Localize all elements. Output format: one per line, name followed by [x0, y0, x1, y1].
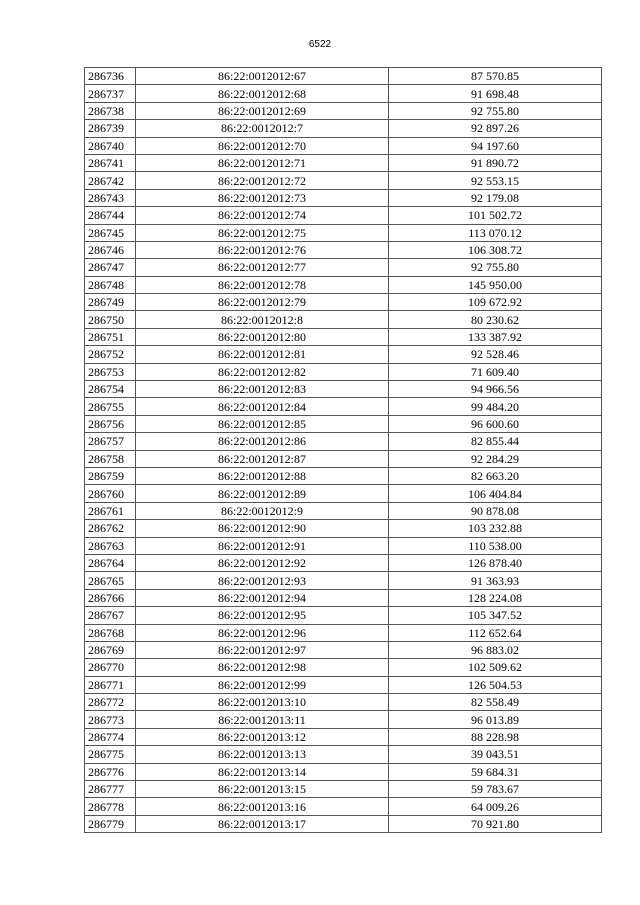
table-row	[85, 641, 602, 658]
table-row	[85, 311, 602, 328]
cadastral-number-cell: 86:22:0012012:93	[136, 572, 389, 589]
table-row	[85, 502, 602, 519]
value-cell: 106 308.72	[389, 241, 602, 258]
table-row	[85, 398, 602, 415]
row-id-cell: 286767	[85, 607, 136, 624]
value-cell: 133 387.92	[389, 328, 602, 345]
cadastral-number-cell: 86:22:0012012:79	[136, 294, 389, 311]
value-cell: 91 363.93	[389, 572, 602, 589]
cadastral-number-cell: 86:22:0012012:92	[136, 554, 389, 571]
table-row	[85, 102, 602, 119]
table-row	[85, 224, 602, 241]
value-cell: 90 878.08	[389, 502, 602, 519]
page-number: 6522	[308, 39, 332, 50]
value-cell: 105 347.52	[389, 607, 602, 624]
cadastral-number-cell: 86:22:0012012:9	[136, 502, 389, 519]
table-row	[85, 363, 602, 380]
row-id-cell: 286759	[85, 467, 136, 484]
value-cell: 112 652.64	[389, 624, 602, 641]
cadastral-number-cell: 86:22:0012012:83	[136, 381, 389, 398]
row-id-cell: 286757	[85, 433, 136, 450]
row-id-cell: 286779	[85, 815, 136, 832]
value-cell: 101 502.72	[389, 207, 602, 224]
cadastral-number-cell: 86:22:0012012:94	[136, 589, 389, 606]
value-cell: 92 755.80	[389, 102, 602, 119]
value-cell: 126 878.40	[389, 554, 602, 571]
cadastral-number-cell: 86:22:0012012:75	[136, 224, 389, 241]
value-cell: 94 197.60	[389, 137, 602, 154]
row-id-cell: 286778	[85, 798, 136, 815]
table-row	[85, 520, 602, 537]
row-id-cell: 286765	[85, 572, 136, 589]
cadastral-number-cell: 86:22:0012012:78	[136, 276, 389, 293]
data-table	[84, 67, 602, 833]
value-cell: 126 504.53	[389, 676, 602, 693]
row-id-cell: 286750	[85, 311, 136, 328]
cadastral-number-cell: 86:22:0012012:80	[136, 328, 389, 345]
cadastral-number-cell: 86:22:0012012:89	[136, 485, 389, 502]
cadastral-number-cell: 86:22:0012013:16	[136, 798, 389, 815]
table-row	[85, 467, 602, 484]
table-row	[85, 763, 602, 780]
value-cell: 94 966.56	[389, 381, 602, 398]
table-row	[85, 381, 602, 398]
table-row	[85, 589, 602, 606]
cadastral-number-cell: 86:22:0012012:87	[136, 450, 389, 467]
row-id-cell: 286768	[85, 624, 136, 641]
table-row	[85, 68, 602, 85]
row-id-cell: 286771	[85, 676, 136, 693]
value-cell: 64 009.26	[389, 798, 602, 815]
value-cell: 59 783.67	[389, 781, 602, 798]
cadastral-number-cell: 86:22:0012012:90	[136, 520, 389, 537]
row-id-cell: 286769	[85, 641, 136, 658]
table-row	[85, 607, 602, 624]
table-row	[85, 85, 602, 102]
cadastral-number-cell: 86:22:0012012:98	[136, 659, 389, 676]
table-row	[85, 676, 602, 693]
value-cell: 110 538.00	[389, 537, 602, 554]
value-cell: 106 404.84	[389, 485, 602, 502]
row-id-cell: 286758	[85, 450, 136, 467]
cadastral-number-cell: 86:22:0012012:71	[136, 154, 389, 171]
table-row	[85, 554, 602, 571]
cadastral-number-cell: 86:22:0012012:67	[136, 68, 389, 85]
row-id-cell: 286777	[85, 781, 136, 798]
cadastral-number-cell: 86:22:0012012:74	[136, 207, 389, 224]
row-id-cell: 286749	[85, 294, 136, 311]
value-cell: 92 284.29	[389, 450, 602, 467]
row-id-cell: 286740	[85, 137, 136, 154]
row-id-cell: 286741	[85, 154, 136, 171]
cadastral-number-cell: 86:22:0012012:73	[136, 189, 389, 206]
value-cell: 128 224.08	[389, 589, 602, 606]
table-row	[85, 120, 602, 137]
table-row	[85, 328, 602, 345]
cadastral-number-cell: 86:22:0012013:13	[136, 746, 389, 763]
row-id-cell: 286775	[85, 746, 136, 763]
row-id-cell: 286754	[85, 381, 136, 398]
value-cell: 109 672.92	[389, 294, 602, 311]
table-row	[85, 241, 602, 258]
row-id-cell: 286743	[85, 189, 136, 206]
value-cell: 92 897.26	[389, 120, 602, 137]
cadastral-number-cell: 86:22:0012012:8	[136, 311, 389, 328]
table-row	[85, 276, 602, 293]
table-row	[85, 781, 602, 798]
table-row	[85, 711, 602, 728]
cadastral-number-cell: 86:22:0012012:69	[136, 102, 389, 119]
row-id-cell: 286770	[85, 659, 136, 676]
table-row	[85, 207, 602, 224]
row-id-cell: 286736	[85, 68, 136, 85]
value-cell: 92 179.08	[389, 189, 602, 206]
cadastral-number-cell: 86:22:0012012:68	[136, 85, 389, 102]
row-id-cell: 286756	[85, 415, 136, 432]
cadastral-number-cell: 86:22:0012012:86	[136, 433, 389, 450]
value-cell: 87 570.85	[389, 68, 602, 85]
value-cell: 80 230.62	[389, 311, 602, 328]
value-cell: 82 558.49	[389, 694, 602, 711]
row-id-cell: 286748	[85, 276, 136, 293]
cadastral-number-cell: 86:22:0012012:81	[136, 346, 389, 363]
cadastral-number-cell: 86:22:0012013:12	[136, 728, 389, 745]
cadastral-number-cell: 86:22:0012012:84	[136, 398, 389, 415]
table-row	[85, 694, 602, 711]
row-id-cell: 286746	[85, 241, 136, 258]
row-id-cell: 286755	[85, 398, 136, 415]
row-id-cell: 286753	[85, 363, 136, 380]
cadastral-number-cell: 86:22:0012013:17	[136, 815, 389, 832]
cadastral-number-cell: 86:22:0012012:70	[136, 137, 389, 154]
value-cell: 70 921.80	[389, 815, 602, 832]
value-cell: 102 509.62	[389, 659, 602, 676]
table-row	[85, 798, 602, 815]
table-row	[85, 137, 602, 154]
cadastral-number-cell: 86:22:0012012:88	[136, 467, 389, 484]
value-cell: 91 890.72	[389, 154, 602, 171]
cadastral-number-cell: 86:22:0012012:76	[136, 241, 389, 258]
value-cell: 71 609.40	[389, 363, 602, 380]
cadastral-number-cell: 86:22:0012013:14	[136, 763, 389, 780]
value-cell: 113 070.12	[389, 224, 602, 241]
value-cell: 96 600.60	[389, 415, 602, 432]
row-id-cell: 286766	[85, 589, 136, 606]
row-id-cell: 286761	[85, 502, 136, 519]
row-id-cell: 286762	[85, 520, 136, 537]
row-id-cell: 286776	[85, 763, 136, 780]
value-cell: 82 855.44	[389, 433, 602, 450]
value-cell: 88 228.98	[389, 728, 602, 745]
table-row	[85, 537, 602, 554]
cadastral-number-cell: 86:22:0012012:96	[136, 624, 389, 641]
cadastral-number-cell: 86:22:0012013:15	[136, 781, 389, 798]
table-row	[85, 659, 602, 676]
cadastral-number-cell: 86:22:0012012:97	[136, 641, 389, 658]
table-row	[85, 294, 602, 311]
table-row	[85, 815, 602, 832]
table-row	[85, 172, 602, 189]
table-row	[85, 259, 602, 276]
table-row	[85, 433, 602, 450]
row-id-cell: 286745	[85, 224, 136, 241]
table-row	[85, 450, 602, 467]
row-id-cell: 286739	[85, 120, 136, 137]
table-body	[85, 68, 602, 833]
value-cell: 99 484.20	[389, 398, 602, 415]
cadastral-number-cell: 86:22:0012012:95	[136, 607, 389, 624]
table-row	[85, 624, 602, 641]
value-cell: 96 883.02	[389, 641, 602, 658]
row-id-cell: 286774	[85, 728, 136, 745]
table-row	[85, 485, 602, 502]
table-row	[85, 572, 602, 589]
row-id-cell: 286737	[85, 85, 136, 102]
value-cell: 59 684.31	[389, 763, 602, 780]
row-id-cell: 286744	[85, 207, 136, 224]
cadastral-number-cell: 86:22:0012012:82	[136, 363, 389, 380]
value-cell: 39 043.51	[389, 746, 602, 763]
row-id-cell: 286738	[85, 102, 136, 119]
cadastral-number-cell: 86:22:0012013:11	[136, 711, 389, 728]
value-cell: 91 698.48	[389, 85, 602, 102]
row-id-cell: 286763	[85, 537, 136, 554]
row-id-cell: 286772	[85, 694, 136, 711]
row-id-cell: 286773	[85, 711, 136, 728]
cadastral-number-cell: 86:22:0012012:99	[136, 676, 389, 693]
row-id-cell: 286747	[85, 259, 136, 276]
cadastral-number-cell: 86:22:0012012:7	[136, 120, 389, 137]
value-cell: 103 232.88	[389, 520, 602, 537]
value-cell: 145 950.00	[389, 276, 602, 293]
value-cell: 92 553.15	[389, 172, 602, 189]
table-row	[85, 746, 602, 763]
cadastral-number-cell: 86:22:0012012:77	[136, 259, 389, 276]
row-id-cell: 286742	[85, 172, 136, 189]
table-row	[85, 189, 602, 206]
value-cell: 96 013.89	[389, 711, 602, 728]
cadastral-number-cell: 86:22:0012013:10	[136, 694, 389, 711]
row-id-cell: 286764	[85, 554, 136, 571]
table-row	[85, 346, 602, 363]
row-id-cell: 286760	[85, 485, 136, 502]
table-row	[85, 154, 602, 171]
value-cell: 92 528.46	[389, 346, 602, 363]
cadastral-number-cell: 86:22:0012012:72	[136, 172, 389, 189]
row-id-cell: 286751	[85, 328, 136, 345]
row-id-cell: 286752	[85, 346, 136, 363]
value-cell: 92 755.80	[389, 259, 602, 276]
cadastral-number-cell: 86:22:0012012:91	[136, 537, 389, 554]
table-row	[85, 415, 602, 432]
table-row	[85, 728, 602, 745]
cadastral-number-cell: 86:22:0012012:85	[136, 415, 389, 432]
value-cell: 82 663.20	[389, 467, 602, 484]
